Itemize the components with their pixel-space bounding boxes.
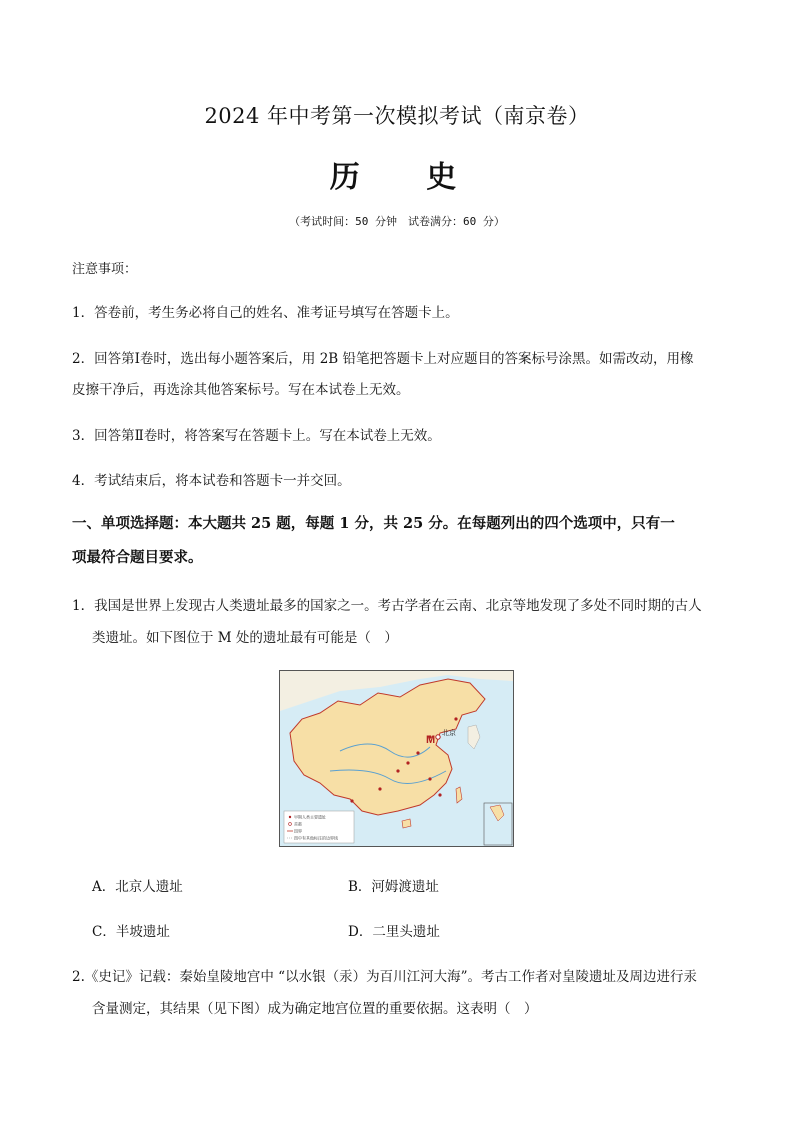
exam-info: （考试时间：50 分钟 试卷满分：60 分） (289, 215, 505, 228)
legend-site-icon (289, 816, 291, 818)
notice-item-1: 1．答卷前，考生务必将自己的姓名、准考证号填写在答题卡上。 (72, 305, 459, 321)
map-marker-m: M (426, 734, 436, 746)
exam-title: 2024 年中考第一次模拟考试（南京卷） (204, 104, 590, 128)
section-heading-line-2: 项最符合题目要求。 (72, 549, 203, 566)
legend-item-2: 首都 (294, 821, 302, 827)
china-map-svg (280, 671, 513, 846)
site-dot (350, 799, 353, 802)
legend-item-3: 国界 (294, 828, 302, 834)
legend-item-4: 图中有其他标注的边界线 (294, 835, 338, 841)
question-1-line-1: 1．我国是世界上发现古人类遗址最多的国家之一。考古学者在云南、北京等地发现了多处不同时期的古人 (72, 598, 702, 614)
china-map-figure (279, 670, 514, 847)
question-2-line-2: 含量测定，其结果（见下图）成为确定地宫位置的重要依据。这表明（ ） (92, 1001, 538, 1017)
notice-item-3: 3．回答第Ⅱ卷时，将答案写在答题卡上。写在本试卷上无效。 (72, 428, 441, 444)
question-1-option-a: A．北京人遗址 (92, 879, 183, 895)
legend-item-1: 早期人类主要遗址 (294, 814, 326, 820)
capital-icon (436, 735, 440, 739)
site-dot (416, 751, 419, 754)
site-dot (396, 769, 399, 772)
notice-item-4: 4．考试结束后，将本试卷和答题卡一并交回。 (72, 473, 351, 489)
site-dot (406, 761, 409, 764)
question-1-option-b: B．河姆渡遗址 (348, 879, 439, 895)
question-1-line-2: 类遗址。如下图位于 M 处的遗址最有可能是（ ） (92, 630, 398, 646)
notice-item-2-line-2: 皮擦干净后，再选涂其他答案标号。写在本试卷上无效。 (72, 382, 410, 398)
site-dot (438, 793, 441, 796)
question-1-option-d: D．二里头遗址 (348, 924, 440, 940)
notice-heading: 注意事项： (72, 262, 138, 277)
site-dot (378, 787, 381, 790)
site-dot (428, 777, 431, 780)
subject-title: 历 史 (329, 160, 485, 195)
notice-item-2-line-1: 2．回答第Ⅰ卷时，选出每小题答案后，用 2B 铅笔把答题卡上对应题目的答案标号涂黑。如需改动，用橡 (72, 351, 694, 367)
question-1-option-c: C．半坡遗址 (92, 924, 170, 940)
section-heading-line-1: 一、单项选择题：本大题共 25 题，每题 1 分，共 25 分。在每题列出的四个选项中，只有一 (72, 515, 675, 532)
site-dot (454, 717, 457, 720)
legend-capital-icon (289, 823, 292, 826)
question-2-line-1: 2.《史记》记载：秦始皇陵地宫中 “以水银（汞）为百川江河大海”。考古工作者对皇陵遗址及周边进行汞 (72, 969, 697, 985)
map-city-label: 北京 (442, 729, 456, 737)
